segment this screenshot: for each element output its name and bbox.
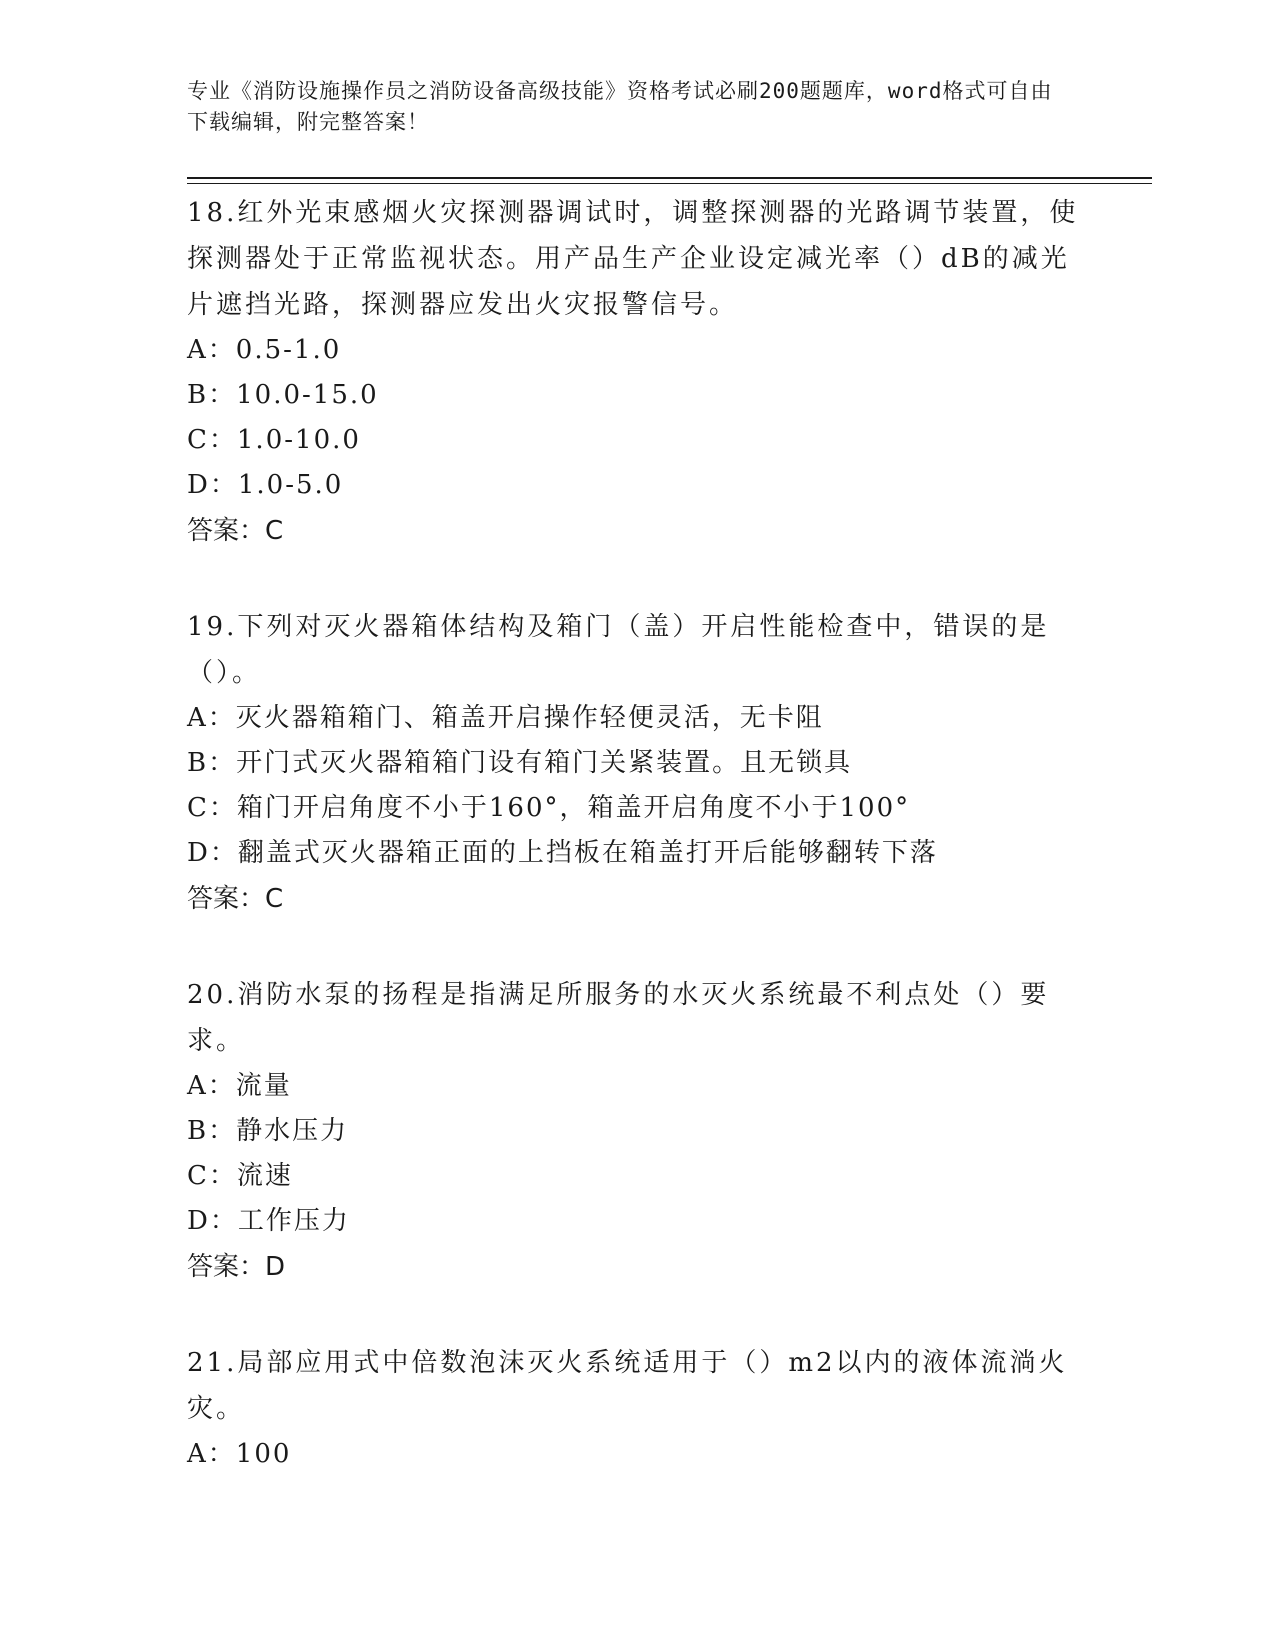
- answer-label: 答案：D: [187, 1252, 286, 1282]
- question-18: [187, 190, 1087, 554]
- option-a: A：灭火器箱箱门、箱盖开启操作轻便灵活，无卡阻: [187, 703, 824, 733]
- option-a: A：0.5-1.0: [187, 335, 342, 365]
- option-d: D：翻盖式灭火器箱正面的上挡板在箱盖打开后能够翻转下落: [187, 838, 938, 868]
- question-20: [187, 972, 1087, 1290]
- header-divider-thin: [187, 183, 1152, 184]
- option-b: B：静水压力: [187, 1116, 349, 1146]
- question-stem: 20.消防水泵的扬程是指满足所服务的水灭火系统最不利点处（）要求。: [187, 980, 1050, 1056]
- question-list: [187, 190, 1087, 1527]
- option-a: A：100: [187, 1439, 292, 1469]
- question-stem: 19.下列对灭火器箱体结构及箱门（盖）开启性能检查中，错误的是（）。: [187, 612, 1050, 688]
- option-b: B：开门式灭火器箱箱门设有箱门关紧装置。且无锁具: [187, 748, 853, 778]
- document-header: 专业《消防设施操作员之消防设备高级技能》资格考试必刷200题题库，word格式可自由下载编辑，附完整答案！: [187, 79, 1053, 134]
- option-c: C：流速: [187, 1161, 293, 1191]
- answer-label: 答案：C: [187, 884, 284, 914]
- option-d: D：工作压力: [187, 1206, 350, 1236]
- answer-label: 答案：C: [187, 516, 284, 546]
- option-c: C：1.0-10.0: [187, 425, 361, 455]
- question-stem: 21.局部应用式中倍数泡沫灭火系统适用于（）m2以内的液体流淌火灾。: [187, 1348, 1068, 1424]
- question-21: [187, 1340, 1087, 1477]
- question-19: [187, 604, 1087, 922]
- option-c: C：箱门开启角度不小于160°，箱盖开启角度不小于100°: [187, 793, 911, 823]
- header-divider-thick: [187, 177, 1152, 179]
- option-a: A：流量: [187, 1071, 292, 1101]
- option-b: B：10.0-15.0: [187, 380, 379, 410]
- option-d: D：1.0-5.0: [187, 470, 344, 500]
- question-stem: 18.红外光束感烟火灾探测器调试时，调整探测器的光路调节装置，使探测器处于正常监视状态。用产品生产企业设定减光率（）dB的减光片遮挡光路，探测器应发出火灾报警信号。: [187, 198, 1079, 320]
